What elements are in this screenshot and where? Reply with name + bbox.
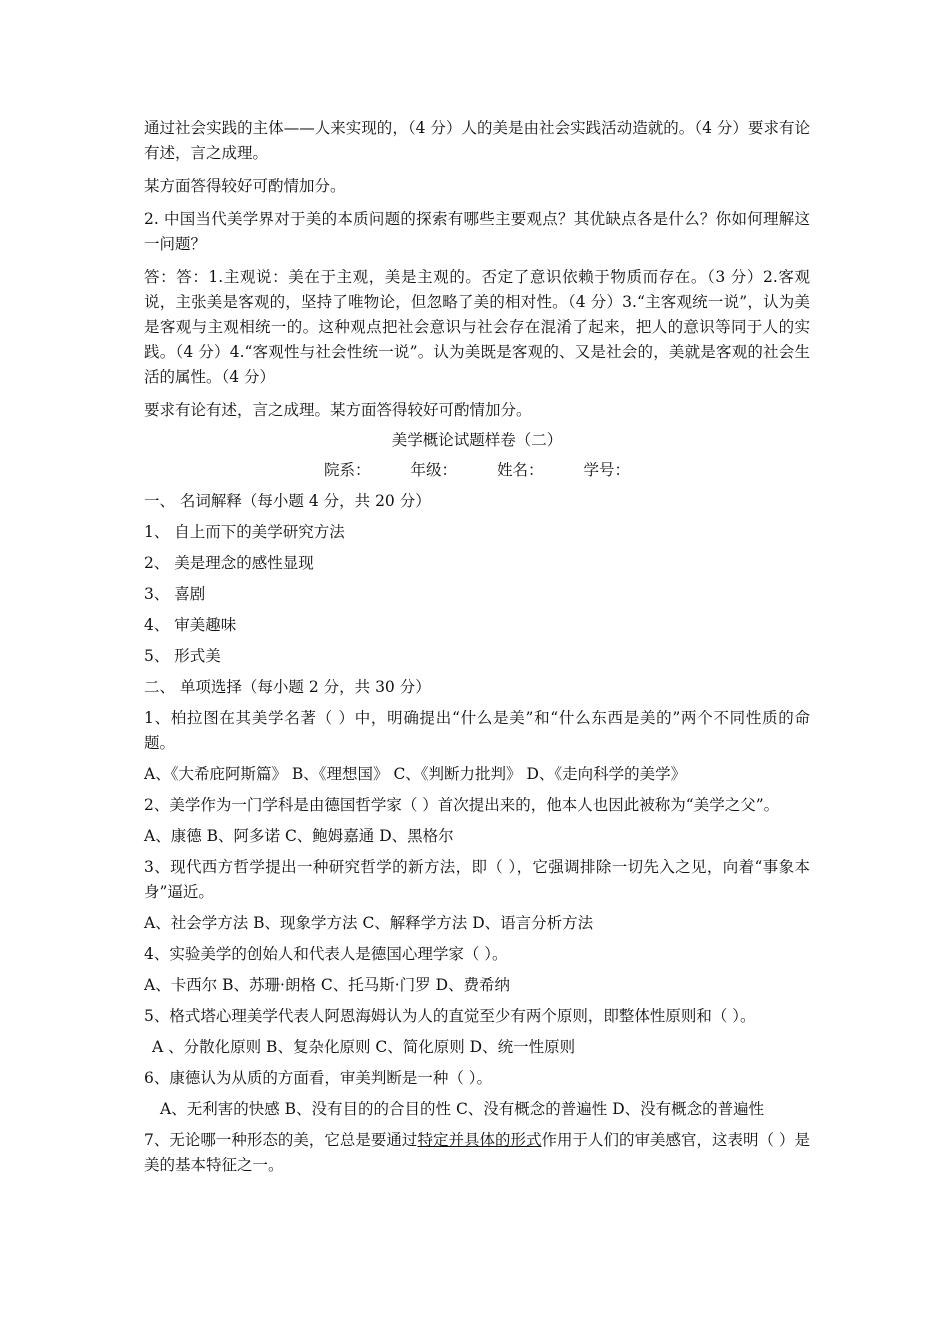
meta-department: 院系： — [323, 461, 371, 479]
exam-title: 美学概论试题样卷（二） — [391, 431, 563, 449]
mc-question-3: 3、现代西方哲学提出一种研究哲学的新方法，即（ ），它强调排除一切先入之见，向着“事象本身”逼近。 — [144, 858, 810, 901]
mc-question-5: 5、格式塔心理美学代表人阿恩海姆认为人的直觉至少有两个原则，即整体性原则和（ ）。 — [144, 1007, 756, 1025]
term-item: 4、 审美趣味 — [144, 616, 237, 634]
meta-student-id: 学号： — [583, 461, 631, 479]
meta-grade: 年级： — [410, 461, 457, 479]
mc-options-6: A、无利害的快感 B、没有目的的合目的性 C、没有概念的普遍性 D、没有概念的普遍性 — [160, 1100, 765, 1118]
term-item: 5、 形式美 — [144, 647, 221, 665]
term-item: 3、 喜剧 — [144, 585, 206, 603]
mc-question-1: 1、柏拉图在其美学名著（ ）中，明确提出“什么是美”和“什么东西是美的”两个不同性质的命题。 — [144, 709, 810, 752]
term-item: 1、 自上而下的美学研究方法 — [144, 523, 345, 541]
answer-2-note: 要求有论有述，言之成理。某方面答得较好可酌情加分。 — [144, 401, 532, 419]
answer-continuation: 通过社会实践的主体——人来实现的，（4 分）人的美是由社会实践活动造就的。（4 分）要求有论有述，言之成理。 — [144, 119, 810, 162]
mc-options-1: A、《大希庇阿斯篇》 B、《理想国》 C、《判断力批判》 D、《走向科学的美学》 — [144, 765, 687, 783]
mc-options-4: A、卡西尔 B、苏珊·朗格 C、托马斯·门罗 D、费希纳 — [144, 976, 511, 994]
section-2-heading: 二、 单项选择（每小题 2 分，共 30 分） — [144, 678, 431, 696]
mc-question-6: 6、康德认为从质的方面看，审美判断是一种（ ）。 — [144, 1069, 493, 1087]
mc-question-7-post: 作用于人们的审美感官，这表明（ ）是美的基本特征之一。 — [144, 1131, 810, 1174]
meta-name: 姓名： — [497, 461, 544, 479]
mc-question-7 — [144, 1128, 810, 1178]
answer-2: 答：答：1.主观说：美在于主观，美是主观的。否定了意识依赖于物质而存在。（3 分）2.客观说，主张美是客观的，坚持了唯物论，但忽略了美的相对性。（4 分）3.“主客观统一说”，认为美是客观与主观相统一的。这种观点把社会意识与社会存在混淆了起来，把人的意识等同于人的实践。（4 分）4.“客观性与社会性统一说”。认为美既是客观的、又是社会的，美就是客观的社会生活的属性。（4 分） — [144, 268, 810, 386]
section-1-heading: 一、 名词解释（每小题 4 分，共 20 分） — [144, 492, 431, 510]
grading-note: 某方面答得较好可酌情加分。 — [144, 177, 346, 195]
mc-options-2: A、康德 B、阿多诺 C、鲍姆嘉通 D、黑格尔 — [144, 827, 454, 845]
term-item: 2、 美是理念的感性显现 — [144, 554, 314, 572]
mc-question-4: 4、实验美学的创始人和代表人是德国心理学家（ ）。 — [144, 945, 508, 963]
exam-meta — [144, 457, 810, 483]
question-2: 2. 中国当代美学界对于美的本质问题的探索有哪些主要观点？其优缺点各是什么？你如何理解这一问题？ — [144, 210, 810, 253]
mc-question-7-pre: 7、无论哪一种形态的美，它总是要通过 — [144, 1131, 418, 1149]
document-content — [144, 116, 810, 1178]
mc-question-7-underlined: 特定并具体的形式 — [417, 1131, 542, 1149]
mc-options-5: A 、分散化原则 B、复杂化原则 C、简化原则 D、统一性原则 — [152, 1038, 576, 1056]
mc-question-2: 2、美学作为一门学科是由德国哲学家（ ）首次提出来的，他本人也因此被称为“美学之父”。 — [144, 796, 780, 814]
mc-options-3: A、社会学方法 B、现象学方法 C、解释学方法 D、语言分析方法 — [144, 914, 594, 932]
